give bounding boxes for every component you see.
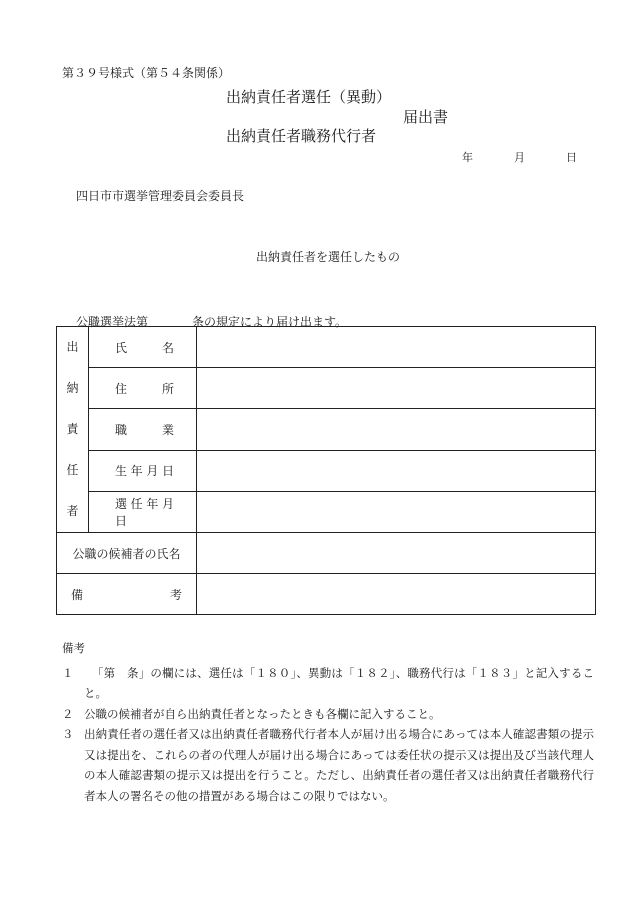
form-title-line2: 出納責任者職務代行者 [226, 127, 377, 145]
address-label-cell [89, 368, 197, 409]
form-number: 第３９号様式（第５４条関係） [62, 66, 231, 80]
address-field[interactable] [197, 368, 596, 409]
date-day-label[interactable]: 日 [566, 151, 577, 164]
table-row [57, 327, 596, 368]
registration-table [56, 326, 596, 615]
date-month-label[interactable]: 月 [514, 151, 525, 164]
notes-section [62, 638, 594, 806]
note-item [62, 724, 594, 806]
birthdate-label: 生年月日 [115, 464, 174, 479]
notes-heading: 備考 [62, 641, 85, 655]
note-item [62, 704, 594, 725]
law-prefix: 公職選挙法第 [76, 315, 149, 329]
note-text: 公職の候補者が自ら出納責任者となったときも各欄に記入すること。 [84, 706, 441, 721]
table-row [57, 491, 596, 532]
note-number: ２ [62, 706, 74, 721]
remarks-label: 備考 [71, 587, 182, 602]
appointment-date-label-cell [89, 491, 197, 532]
date-year-label[interactable]: 年 [462, 151, 473, 164]
name-label: 氏名 [115, 340, 174, 355]
note-text: 出納責任者の選任者又は出納責任者職務代行者本人が届け出る場合にあっては本人確認書類の提示又は提出を、これらの者の代理人が届け出る場合にあっては委任状の提示又は提出及び当該代理人の本人確認書類の提示又は提出を行うこと。ただし、出納責任者の選任者又は出納責任者職務代行者本人の署名その他の措置がある場合はこの限りではない。 [84, 727, 594, 803]
remarks-label-cell [57, 574, 197, 615]
treasurer-group-label [57, 327, 89, 533]
occupation-label: 職業 [115, 422, 174, 437]
form-title-suffix: 届出書 [403, 108, 449, 126]
remarks-field[interactable] [197, 574, 596, 615]
treasurer-group-char: 納 [66, 381, 79, 395]
law-suffix: 条の規定により届け出ます。 [192, 315, 348, 329]
appointment-date-field[interactable] [197, 491, 596, 532]
table-row [57, 450, 596, 491]
addressee: 四日市市選挙管理委員会委員長 [76, 189, 245, 203]
address-label: 住所 [115, 381, 174, 396]
occupation-field[interactable] [197, 409, 596, 450]
treasurer-group-char: 責 [66, 422, 79, 436]
name-field[interactable] [197, 327, 596, 368]
birthdate-label-cell [89, 450, 197, 491]
table-row [57, 533, 596, 574]
note-text: 「第 条」の欄には、選任は「１８０」、異動は「１８２」、職務代行は「１８３」と記入すること。 [84, 665, 594, 700]
form-title-line1: 出納責任者選任（異動） [226, 88, 392, 106]
purpose-statement: 出納責任者を選任したもの [256, 250, 401, 264]
name-label-cell [89, 327, 197, 368]
appointment-date-label: 選任年月日 [115, 496, 174, 528]
note-number: ３ [62, 727, 74, 741]
candidate-name-label: 公職の候補者の氏名 [57, 533, 197, 574]
treasurer-group-char: 者 [66, 504, 79, 518]
table-row [57, 574, 596, 615]
table-row [57, 368, 596, 409]
note-number: １ [62, 665, 74, 680]
birthdate-field[interactable] [197, 450, 596, 491]
note-item [62, 663, 594, 704]
treasurer-group-char: 任 [66, 463, 79, 477]
occupation-label-cell [89, 409, 197, 450]
table-row [57, 409, 596, 450]
treasurer-group-char: 出 [66, 340, 79, 354]
candidate-name-field[interactable] [197, 533, 596, 574]
